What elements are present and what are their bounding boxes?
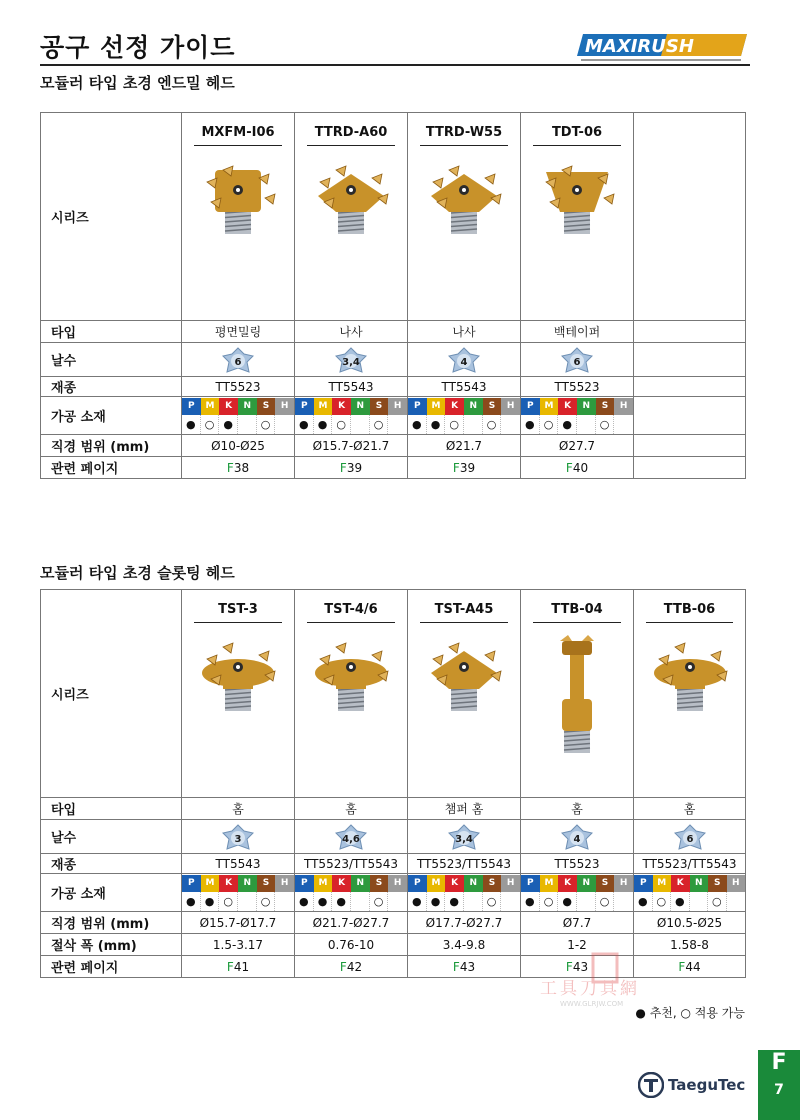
material-code-m: M [540, 875, 559, 892]
material-mark: ● [295, 415, 314, 434]
material-code-p: P [182, 875, 201, 892]
page-ref-letter: F [339, 460, 347, 475]
section2-title: 모듈러 타입 초경 슬롯팅 헤드 [40, 564, 235, 582]
material-code-h: H [727, 875, 746, 892]
empty-cell [634, 377, 746, 397]
grade-cell: TT5523/TT5543 [408, 854, 521, 874]
page-ref-number: 39 [346, 460, 363, 475]
material-mark: ● [332, 892, 351, 911]
material-mark: ● [295, 892, 314, 911]
flutes-cell [408, 343, 521, 377]
page-ref-number: 39 [459, 460, 476, 475]
page-ref-cell [408, 457, 521, 479]
page-ref-number: 42 [346, 959, 363, 974]
material-code-s: S [257, 398, 276, 415]
material-mark [388, 892, 407, 911]
material-mark: ○ [257, 892, 276, 911]
material-mark: ● [521, 892, 540, 911]
flutes-row [41, 343, 746, 377]
footer-brand [638, 1072, 745, 1098]
page-ref-cell [634, 956, 746, 978]
model-name: TST-A45 [420, 602, 508, 623]
tool-head-image [193, 629, 283, 719]
material-code-m: M [540, 398, 559, 415]
page-title: 공구 선정 가이드 [40, 33, 236, 62]
material-mark: ○ [370, 415, 389, 434]
material-label: 가공 소재 [41, 397, 182, 435]
material-mark: ○ [483, 415, 502, 434]
series-label: 시리즈 [41, 113, 182, 321]
empty-cell [634, 321, 746, 343]
material-mark: ● [182, 415, 201, 434]
slotting-head-table [40, 589, 746, 978]
material-code-m: M [653, 875, 672, 892]
material-code-m: M [201, 398, 220, 415]
tool-head-image [306, 152, 396, 242]
tool-head-image [419, 629, 509, 719]
series-cell [295, 113, 408, 321]
type-cell: 평면밀링 [182, 321, 295, 343]
material-code-s: S [596, 875, 615, 892]
material-mark: ● [408, 892, 427, 911]
chapter-letter: F [771, 1050, 787, 1075]
material-code-p: P [521, 398, 540, 415]
diameter-cell: Ø21.7 [408, 435, 521, 457]
material-cell [521, 874, 634, 912]
taegutec-logo-icon [638, 1072, 664, 1098]
material-code-p: P [408, 875, 427, 892]
cut-width-cell: 1-2 [521, 934, 634, 956]
material-code-n: N [577, 875, 596, 892]
footer-brand-name: TaeguTec [668, 1076, 746, 1094]
diameter-row [41, 435, 746, 457]
material-mark [351, 415, 370, 434]
material-mark: ○ [219, 892, 238, 911]
page-ref-cell [295, 956, 408, 978]
material-mark: ○ [653, 892, 672, 911]
flute-count-badge [446, 823, 482, 851]
model-name: TTB-04 [533, 602, 621, 623]
material-mark: ○ [596, 892, 615, 911]
endmill-head-table [40, 112, 746, 479]
material-code-n: N [464, 398, 483, 415]
flutes-cell [182, 820, 295, 854]
material-mark: ● [445, 892, 464, 911]
page-ref-cell [408, 956, 521, 978]
model-name: TTRD-A60 [307, 125, 395, 146]
material-code-k: K [219, 398, 238, 415]
grade-cell: TT5543 [408, 377, 521, 397]
model-name: MXFM-I06 [194, 125, 282, 146]
flute-count-badge [220, 346, 256, 374]
material-mark [614, 892, 633, 911]
model-name: TST-4/6 [307, 602, 395, 623]
material-cell [295, 874, 408, 912]
page-ref-cell [521, 956, 634, 978]
flute-insert-icon [220, 346, 256, 374]
flute-count-text: 6 [234, 356, 242, 368]
model-name: TTB-06 [646, 602, 733, 623]
material-mark [238, 892, 257, 911]
grade-row [41, 854, 746, 874]
grade-label: 재종 [41, 854, 182, 874]
page-ref-number: 40 [572, 460, 589, 475]
material-code-s: S [483, 398, 502, 415]
flute-count-text: 4 [460, 356, 468, 368]
material-code-h: H [614, 875, 633, 892]
diameter-cell: Ø27.7 [521, 435, 634, 457]
series-label: 시리즈 [41, 590, 182, 798]
page-ref-letter: F [452, 460, 460, 475]
tool-head-image [532, 152, 622, 242]
diameter-cell: Ø10-Ø25 [182, 435, 295, 457]
material-mark [275, 892, 294, 911]
material-mark: ○ [708, 892, 727, 911]
material-label: 가공 소재 [41, 874, 182, 912]
material-row [41, 397, 746, 435]
flutes-cell [295, 820, 408, 854]
material-mark: ● [634, 892, 653, 911]
page-ref-number: 43 [459, 959, 476, 974]
tool-head-image [419, 152, 509, 242]
material-mark: ● [182, 892, 201, 911]
maxirush-logo [575, 30, 750, 64]
material-code-n: N [238, 875, 257, 892]
watermark-text: 工具刀具網 [540, 979, 640, 999]
material-mark: ● [427, 415, 446, 434]
diameter-cell: Ø21.7-Ø27.7 [295, 912, 408, 934]
type-cell: 홈 [182, 798, 295, 820]
material-mark: ● [314, 892, 333, 911]
material-cell [182, 397, 295, 435]
tool-head-image [532, 629, 622, 759]
series-cell [521, 590, 634, 798]
flute-count-text: 4,6 [342, 833, 360, 845]
material-code-k: K [332, 398, 351, 415]
material-code-k: K [671, 875, 690, 892]
material-cell [408, 874, 521, 912]
cut-width-cell: 3.4-9.8 [408, 934, 521, 956]
tool-head-image [193, 152, 283, 242]
material-code-m: M [427, 875, 446, 892]
material-mark: ○ [445, 415, 464, 434]
flutes-cell [182, 343, 295, 377]
series-cell [182, 590, 295, 798]
flutes-row [41, 820, 746, 854]
material-code-p: P [408, 398, 427, 415]
material-mark: ○ [201, 415, 220, 434]
flute-count-badge [559, 346, 595, 374]
material-code-p: P [295, 875, 314, 892]
material-cell [408, 397, 521, 435]
tool-head-image [645, 629, 735, 719]
model-name: TST-3 [194, 602, 282, 623]
type-cell: 나사 [408, 321, 521, 343]
flute-count-text: 6 [686, 833, 693, 845]
material-mark [501, 415, 520, 434]
page-ref-cell [521, 457, 634, 479]
cut-width-row [41, 934, 746, 956]
material-mark [727, 892, 746, 911]
material-mark: ○ [483, 892, 502, 911]
material-mark [275, 415, 294, 434]
page-number: 7 [774, 1082, 784, 1098]
material-mark: ○ [332, 415, 351, 434]
flute-count-text: 3,4 [455, 833, 473, 845]
flutes-cell [295, 343, 408, 377]
material-code-n: N [690, 875, 709, 892]
flute-count-text: 6 [573, 356, 581, 368]
flute-insert-icon [446, 346, 482, 374]
flute-count-text: 4 [573, 833, 581, 845]
material-code-p: P [634, 875, 653, 892]
page-ref-letter: F [678, 959, 686, 974]
series-row [41, 113, 746, 321]
material-mark: ● [314, 415, 333, 434]
material-code-n: N [464, 875, 483, 892]
chapter-tab [758, 1050, 800, 1120]
material-code-m: M [427, 398, 446, 415]
type-cell: 백테이퍼 [521, 321, 634, 343]
material-mark: ● [408, 415, 427, 434]
page-ref-label: 관련 페이지 [41, 956, 182, 978]
page-ref-number: 38 [233, 460, 250, 475]
page-ref-cell [295, 457, 408, 479]
material-mark: ○ [370, 892, 389, 911]
empty-cell [634, 435, 746, 457]
series-cell [521, 113, 634, 321]
material-mark: ● [427, 892, 446, 911]
series-cell [182, 113, 295, 321]
material-code-p: P [182, 398, 201, 415]
flute-insert-icon [446, 823, 482, 851]
material-cell [295, 397, 408, 435]
material-row [41, 874, 746, 912]
diameter-label: 직경 범위 (mm) [41, 435, 182, 457]
flute-insert-icon [333, 346, 369, 374]
material-code-k: K [558, 875, 577, 892]
material-mark [238, 415, 257, 434]
legend: ● 추천, ○ 적용 가능 [635, 1006, 745, 1020]
flute-count-badge [220, 823, 256, 851]
grade-cell: TT5523/TT5543 [295, 854, 408, 874]
material-code-k: K [219, 875, 238, 892]
empty-cell [634, 343, 746, 377]
grade-cell: TT5523 [182, 377, 295, 397]
tool-head-image [306, 629, 396, 719]
type-cell: 홈 [295, 798, 408, 820]
series-row [41, 590, 746, 798]
page-ref-number: 44 [685, 959, 701, 974]
page-ref-cell [182, 956, 295, 978]
material-code-s: S [596, 398, 615, 415]
series-cell [295, 590, 408, 798]
material-code-n: N [577, 398, 596, 415]
empty-cell [634, 397, 746, 435]
diameter-row [41, 912, 746, 934]
type-label: 타입 [41, 321, 182, 343]
material-code-m: M [314, 398, 333, 415]
page-ref-row [41, 457, 746, 479]
material-mark: ● [219, 415, 238, 434]
empty-cell [634, 113, 746, 321]
material-code-h: H [501, 875, 520, 892]
material-cell [182, 874, 295, 912]
section1-title: 모듈러 타입 초경 엔드밀 헤드 [40, 74, 235, 92]
material-mark [388, 415, 407, 434]
cut-width-cell: 1.58-8 [634, 934, 746, 956]
page-ref-letter: F [452, 959, 460, 974]
material-code-h: H [501, 398, 520, 415]
diameter-label: 직경 범위 (mm) [41, 912, 182, 934]
material-mark: ○ [596, 415, 615, 434]
material-code-n: N [351, 398, 370, 415]
material-code-h: H [614, 398, 633, 415]
flute-count-text: 3 [234, 833, 242, 845]
flute-count-badge [446, 346, 482, 374]
empty-cell [634, 457, 746, 479]
diameter-cell: Ø10.5-Ø25 [634, 912, 746, 934]
page-ref-label: 관련 페이지 [41, 457, 182, 479]
grade-cell: TT5523 [521, 377, 634, 397]
cut-width-cell: 1.5-3.17 [182, 934, 295, 956]
material-code-h: H [275, 875, 294, 892]
diameter-cell: Ø17.7-Ø27.7 [408, 912, 521, 934]
material-code-m: M [201, 875, 220, 892]
type-cell: 챔퍼 홈 [408, 798, 521, 820]
material-cell [634, 874, 746, 912]
flute-insert-icon [220, 823, 256, 851]
material-mark [464, 415, 483, 434]
material-mark: ● [521, 415, 540, 434]
material-mark: ● [558, 415, 577, 434]
material-mark: ● [558, 892, 577, 911]
series-cell [634, 590, 746, 798]
type-cell: 나사 [295, 321, 408, 343]
diameter-cell: Ø15.7-Ø21.7 [295, 435, 408, 457]
series-cell [408, 590, 521, 798]
flutes-cell [408, 820, 521, 854]
material-code-k: K [558, 398, 577, 415]
page-ref-letter: F [226, 959, 234, 974]
flute-insert-icon [559, 346, 595, 374]
title-rule [40, 64, 750, 66]
material-code-h: H [275, 398, 294, 415]
flutes-cell [521, 343, 634, 377]
grade-cell: TT5543 [295, 377, 408, 397]
page-ref-letter: F [226, 460, 234, 475]
material-code-k: K [445, 398, 464, 415]
material-code-h: H [388, 875, 407, 892]
page-ref-letter: F [339, 959, 347, 974]
material-code-s: S [257, 875, 276, 892]
material-mark [577, 892, 596, 911]
page-ref-row [41, 956, 746, 978]
model-name: TTRD-W55 [420, 125, 508, 146]
material-code-s: S [708, 875, 727, 892]
flute-count-badge [333, 823, 369, 851]
type-label: 타입 [41, 798, 182, 820]
material-cell [521, 397, 634, 435]
material-mark [614, 415, 633, 434]
type-row [41, 798, 746, 820]
flute-count-text: 3,4 [342, 356, 360, 368]
grade-cell: TT5523/TT5543 [634, 854, 746, 874]
material-code-p: P [295, 398, 314, 415]
page-ref-letter: F [565, 460, 573, 475]
material-mark [690, 892, 709, 911]
material-code-s: S [483, 875, 502, 892]
material-mark [351, 892, 370, 911]
type-cell: 홈 [521, 798, 634, 820]
material-mark: ○ [257, 415, 276, 434]
material-mark [577, 415, 596, 434]
material-code-n: N [351, 875, 370, 892]
material-code-s: S [370, 398, 389, 415]
flutes-cell [634, 820, 746, 854]
series-cell [408, 113, 521, 321]
material-mark: ○ [540, 415, 559, 434]
watermark-url: WWW.GLRJW.COM [560, 1000, 624, 1008]
logo-text: MAXIRUSH [585, 36, 694, 57]
material-mark [464, 892, 483, 911]
grade-label: 재종 [41, 377, 182, 397]
material-code-s: S [370, 875, 389, 892]
grade-cell: TT5543 [182, 854, 295, 874]
cut-width-cell: 0.76-10 [295, 934, 408, 956]
type-row [41, 321, 746, 343]
diameter-cell: Ø15.7-Ø17.7 [182, 912, 295, 934]
material-code-k: K [445, 875, 464, 892]
flute-insert-icon [333, 823, 369, 851]
material-mark: ○ [540, 892, 559, 911]
flute-count-badge [559, 823, 595, 851]
flutes-cell [521, 820, 634, 854]
material-code-n: N [238, 398, 257, 415]
page-ref-number: 43 [572, 959, 589, 974]
material-code-m: M [314, 875, 333, 892]
material-code-k: K [332, 875, 351, 892]
material-mark: ● [671, 892, 690, 911]
model-name: TDT-06 [533, 125, 621, 146]
page-ref-number: 41 [233, 959, 250, 974]
material-mark: ● [201, 892, 220, 911]
material-code-p: P [521, 875, 540, 892]
flute-insert-icon [672, 823, 708, 851]
page-ref-cell [182, 457, 295, 479]
flute-count-badge [333, 346, 369, 374]
page-ref-letter: F [565, 959, 573, 974]
cut-width-label: 절삭 폭 (mm) [41, 934, 182, 956]
material-code-h: H [388, 398, 407, 415]
flutes-label: 날수 [41, 343, 182, 377]
flutes-label: 날수 [41, 820, 182, 854]
grade-cell: TT5523 [521, 854, 634, 874]
flute-count-badge [672, 823, 708, 851]
type-cell: 홈 [634, 798, 746, 820]
grade-row [41, 377, 746, 397]
flute-insert-icon [559, 823, 595, 851]
diameter-cell: Ø7.7 [521, 912, 634, 934]
material-mark [501, 892, 520, 911]
